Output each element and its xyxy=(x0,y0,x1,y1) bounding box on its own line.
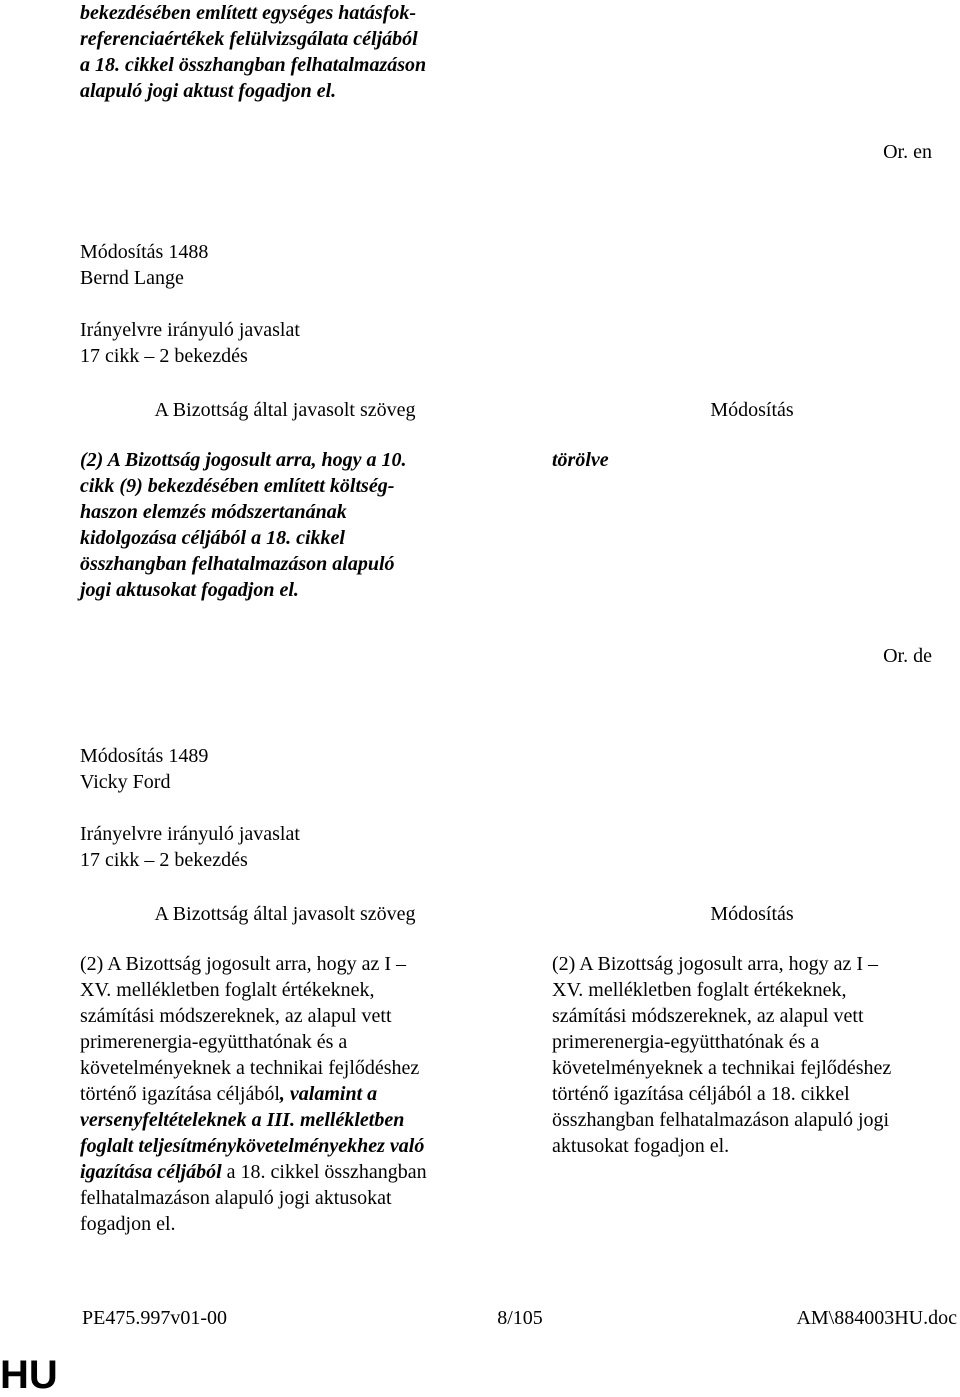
language-badge: HU xyxy=(0,1353,58,1397)
text-segment-highlighted: igazítása céljából xyxy=(80,1161,222,1183)
footer-page-number: 8/105 xyxy=(497,1307,543,1329)
text-line: XV. mellékletben foglalt értékeknek, xyxy=(552,979,847,1001)
text-line: történő igazítása céljából a 18. cikkel xyxy=(552,1083,850,1105)
amendment-header: Módosítás xyxy=(710,399,794,421)
text-line: jogi aktusokat fogadjon el. xyxy=(80,579,299,601)
text-line: kidolgozása céljából a 18. cikkel xyxy=(80,527,345,549)
amendment-text xyxy=(552,951,952,1159)
text-line: számítási módszereknek, az alapul vett xyxy=(552,1005,864,1027)
continuation-line: alapuló jogi aktust fogadjon el. xyxy=(80,80,337,102)
amendment-header: Módosítás xyxy=(710,903,794,925)
continuation-line: referenciaértékek felülvizsgálata céljából xyxy=(80,28,418,50)
text-segment: a 18. cikkel összhangban xyxy=(221,1161,427,1183)
amendment-author: Vicky Ford xyxy=(80,771,171,793)
text-line: összhangban felhatalmazáson alapuló jogi xyxy=(552,1109,890,1131)
document-type: Irányelvre irányuló javaslat xyxy=(80,823,300,845)
text-line: összhangban felhatalmazáson alapuló xyxy=(80,553,395,575)
text-segment-highlighted: , valamint a xyxy=(279,1083,378,1105)
text-line: aktusokat fogadjon el. xyxy=(552,1135,730,1157)
commission-text xyxy=(80,447,490,603)
document-type: Irányelvre irányuló javaslat xyxy=(80,319,300,341)
text-line: cikk (9) bekezdésében említett költség- xyxy=(80,475,395,497)
text-segment: történő igazítása céljából xyxy=(80,1083,280,1105)
text-line: felhatalmazáson alapuló jogi aktusokat xyxy=(80,1187,392,1209)
amendment-author: Bernd Lange xyxy=(80,267,184,289)
original-language-en: Or. en xyxy=(883,141,932,163)
text-line-highlighted: versenyfeltételeknek a III. mellékletben xyxy=(80,1109,405,1131)
commission-text-header: A Bizottság által javasolt szöveg xyxy=(154,399,416,421)
commission-text-header: A Bizottság által javasolt szöveg xyxy=(154,903,416,925)
text-line: primerenergia-együtthatónak és a xyxy=(552,1031,820,1053)
text-line xyxy=(80,1081,490,1107)
original-language-de: Or. de xyxy=(883,645,932,667)
text-line: XV. mellékletben foglalt értékeknek, xyxy=(80,979,375,1001)
text-line: fogadjon el. xyxy=(80,1213,176,1235)
text-line: primerenergia-együtthatónak és a xyxy=(80,1031,348,1053)
text-line: haszon elemzés módszertanának xyxy=(80,501,347,523)
amendment-number: Módosítás 1488 xyxy=(80,241,209,263)
continuation-line: a 18. cikkel összhangban felhatalmazáson xyxy=(80,54,427,76)
continuation-line: bekezdésében említett egységes hatásfok- xyxy=(80,2,417,24)
text-line: követelményeknek a technikai fejlődéshez xyxy=(80,1057,420,1079)
article-reference: 17 cikk – 2 bekezdés xyxy=(80,849,248,871)
footer-file-name: AM\884003HU.doc xyxy=(796,1307,957,1329)
article-reference: 17 cikk – 2 bekezdés xyxy=(80,345,248,367)
text-line: követelményeknek a technikai fejlődéshez xyxy=(552,1057,892,1079)
continuation-text xyxy=(80,0,540,104)
text-line xyxy=(80,1159,490,1185)
text-line: (2) A Bizottság jogosult arra, hogy az I – xyxy=(80,953,407,975)
footer-document-reference: PE475.997v01-00 xyxy=(82,1307,227,1329)
amendment-number: Módosítás 1489 xyxy=(80,745,209,767)
commission-text xyxy=(80,951,490,1237)
amendment-text-deleted: törölve xyxy=(552,449,609,471)
text-line: számítási módszereknek, az alapul vett xyxy=(80,1005,392,1027)
text-line: (2) A Bizottság jogosult arra, hogy a 10. xyxy=(80,449,407,471)
text-line: (2) A Bizottság jogosult arra, hogy az I – xyxy=(552,953,879,975)
text-line-highlighted: foglalt teljesítménykövetelményekhez való xyxy=(80,1135,425,1157)
